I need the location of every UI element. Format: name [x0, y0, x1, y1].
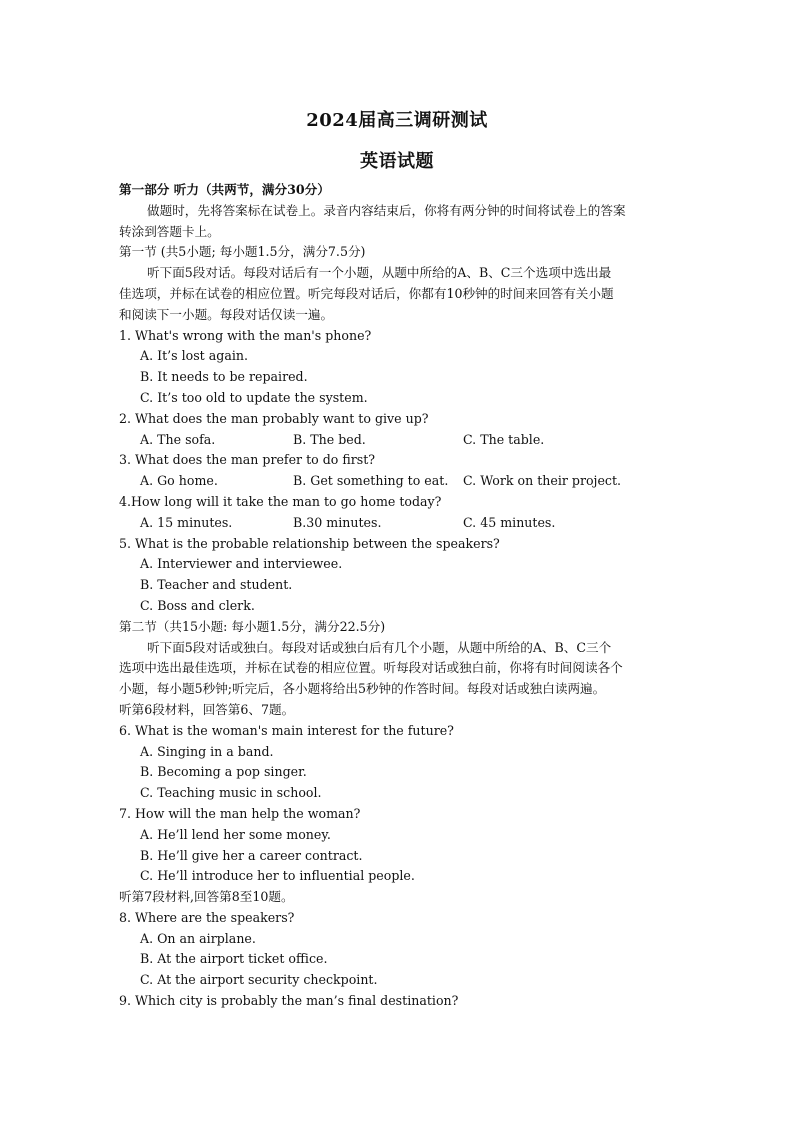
section1-heading: 第一节 (共5小题; 每小题1.5分，满分7.5分): [119, 244, 366, 260]
option-c: C. He’ll introduce her to influential people.: [140, 868, 415, 884]
option-a: A. The sofa.: [140, 431, 216, 447]
option-b: B. Get something to eat.: [293, 473, 449, 489]
option-c: C. At the airport security checkpoint.: [140, 972, 378, 988]
material-7-instruction: 听第7段材料,回答第8至10题。: [119, 889, 294, 905]
question-8: 8. Where are the speakers?: [119, 909, 295, 925]
option-c: C. Teaching music in school.: [140, 785, 322, 801]
option-b: B.30 minutes.: [293, 514, 382, 530]
exam-title: 2024届高三调研测试: [306, 110, 488, 131]
options-row: [119, 430, 679, 451]
question-4: 4.How long will it take the man to go home today?: [119, 493, 442, 509]
question-9: 9. Which city is probably the man’s final destination?: [119, 993, 459, 1009]
part1-heading: 第一部分 听力（共两节，满分30分）: [119, 182, 330, 197]
option-a: A. Interviewer and interviewee.: [140, 556, 343, 572]
option-c: C. The table.: [463, 431, 545, 447]
option-c: C. Boss and clerk.: [140, 597, 255, 613]
part1-intro-line: 做题时，先将答案标在试卷上。录音内容结束后，你将有两分钟的时间将试卷上的答案: [147, 202, 626, 218]
option-a: A. Go home.: [140, 473, 218, 489]
section2-heading: 第二节（共15小题: 每小题1.5分，满分22.5分): [119, 618, 386, 634]
exam-content: [119, 180, 679, 1012]
option-b: B. He’ll give her a career contract.: [140, 847, 363, 863]
option-b: B. The bed.: [293, 431, 366, 447]
part1-intro-line: 转涂到答题卡上。: [119, 223, 220, 239]
question-3: 3. What does the man prefer to do first?: [119, 452, 376, 468]
section1-intro-line: 佳选项，并标在试卷的相应位置。听完每段对话后，你都有10秒钟的时间来回答有关小题: [119, 285, 614, 301]
option-a: A. He’ll lend her some money.: [140, 826, 331, 842]
section1-intro-line: 听下面5段对话。每段对话后有一个小题，从题中所给的A、B、C三个选项中选出最: [147, 265, 612, 281]
option-c: C. It’s too old to update the system.: [140, 389, 368, 405]
section2-intro-line: 小题，每小题5秒钟;听完后，各小题将给出5秒钟的作答时间。每段对话或独白读两遍。: [119, 681, 606, 697]
option-b: B. It needs to be repaired.: [140, 369, 308, 385]
option-a: A. 15 minutes.: [140, 514, 233, 530]
option-b: B. Becoming a pop singer.: [140, 764, 307, 780]
section1-intro-line: 和阅读下一小题。每段对话仅读一遍。: [119, 306, 334, 322]
option-b: B. Teacher and student.: [140, 577, 293, 593]
options-row: [119, 513, 679, 534]
option-c: C. Work on their project.: [463, 473, 622, 489]
options-row: [119, 471, 679, 492]
option-a: A. On an airplane.: [140, 930, 256, 946]
question-5: 5. What is the probable relationship between the speakers?: [119, 535, 500, 551]
section2-intro-line: 选项中选出最佳选项，并标在试卷的相应位置。听每段对话或独白前，你将有时间阅读各个: [119, 660, 623, 676]
option-a: A. Singing in a band.: [140, 743, 274, 759]
option-a: A. It’s lost again.: [140, 348, 248, 364]
question-7: 7. How will the man help the woman?: [119, 805, 361, 821]
material-6-instruction: 听第6段材料，回答第6、7题。: [119, 701, 295, 717]
option-b: B. At the airport ticket office.: [140, 951, 328, 967]
section2-intro-line: 听下面5段对话或独白。每段对话或独白后有几个小题，从题中所给的A、B、C三个: [147, 639, 612, 655]
question-1: 1. What's wrong with the man's phone?: [119, 327, 372, 343]
exam-subtitle: 英语试题: [360, 151, 434, 172]
option-c: C. 45 minutes.: [463, 514, 556, 530]
question-2: 2. What does the man probably want to give up?: [119, 410, 429, 426]
question-6: 6. What is the woman's main interest for the future?: [119, 722, 454, 738]
